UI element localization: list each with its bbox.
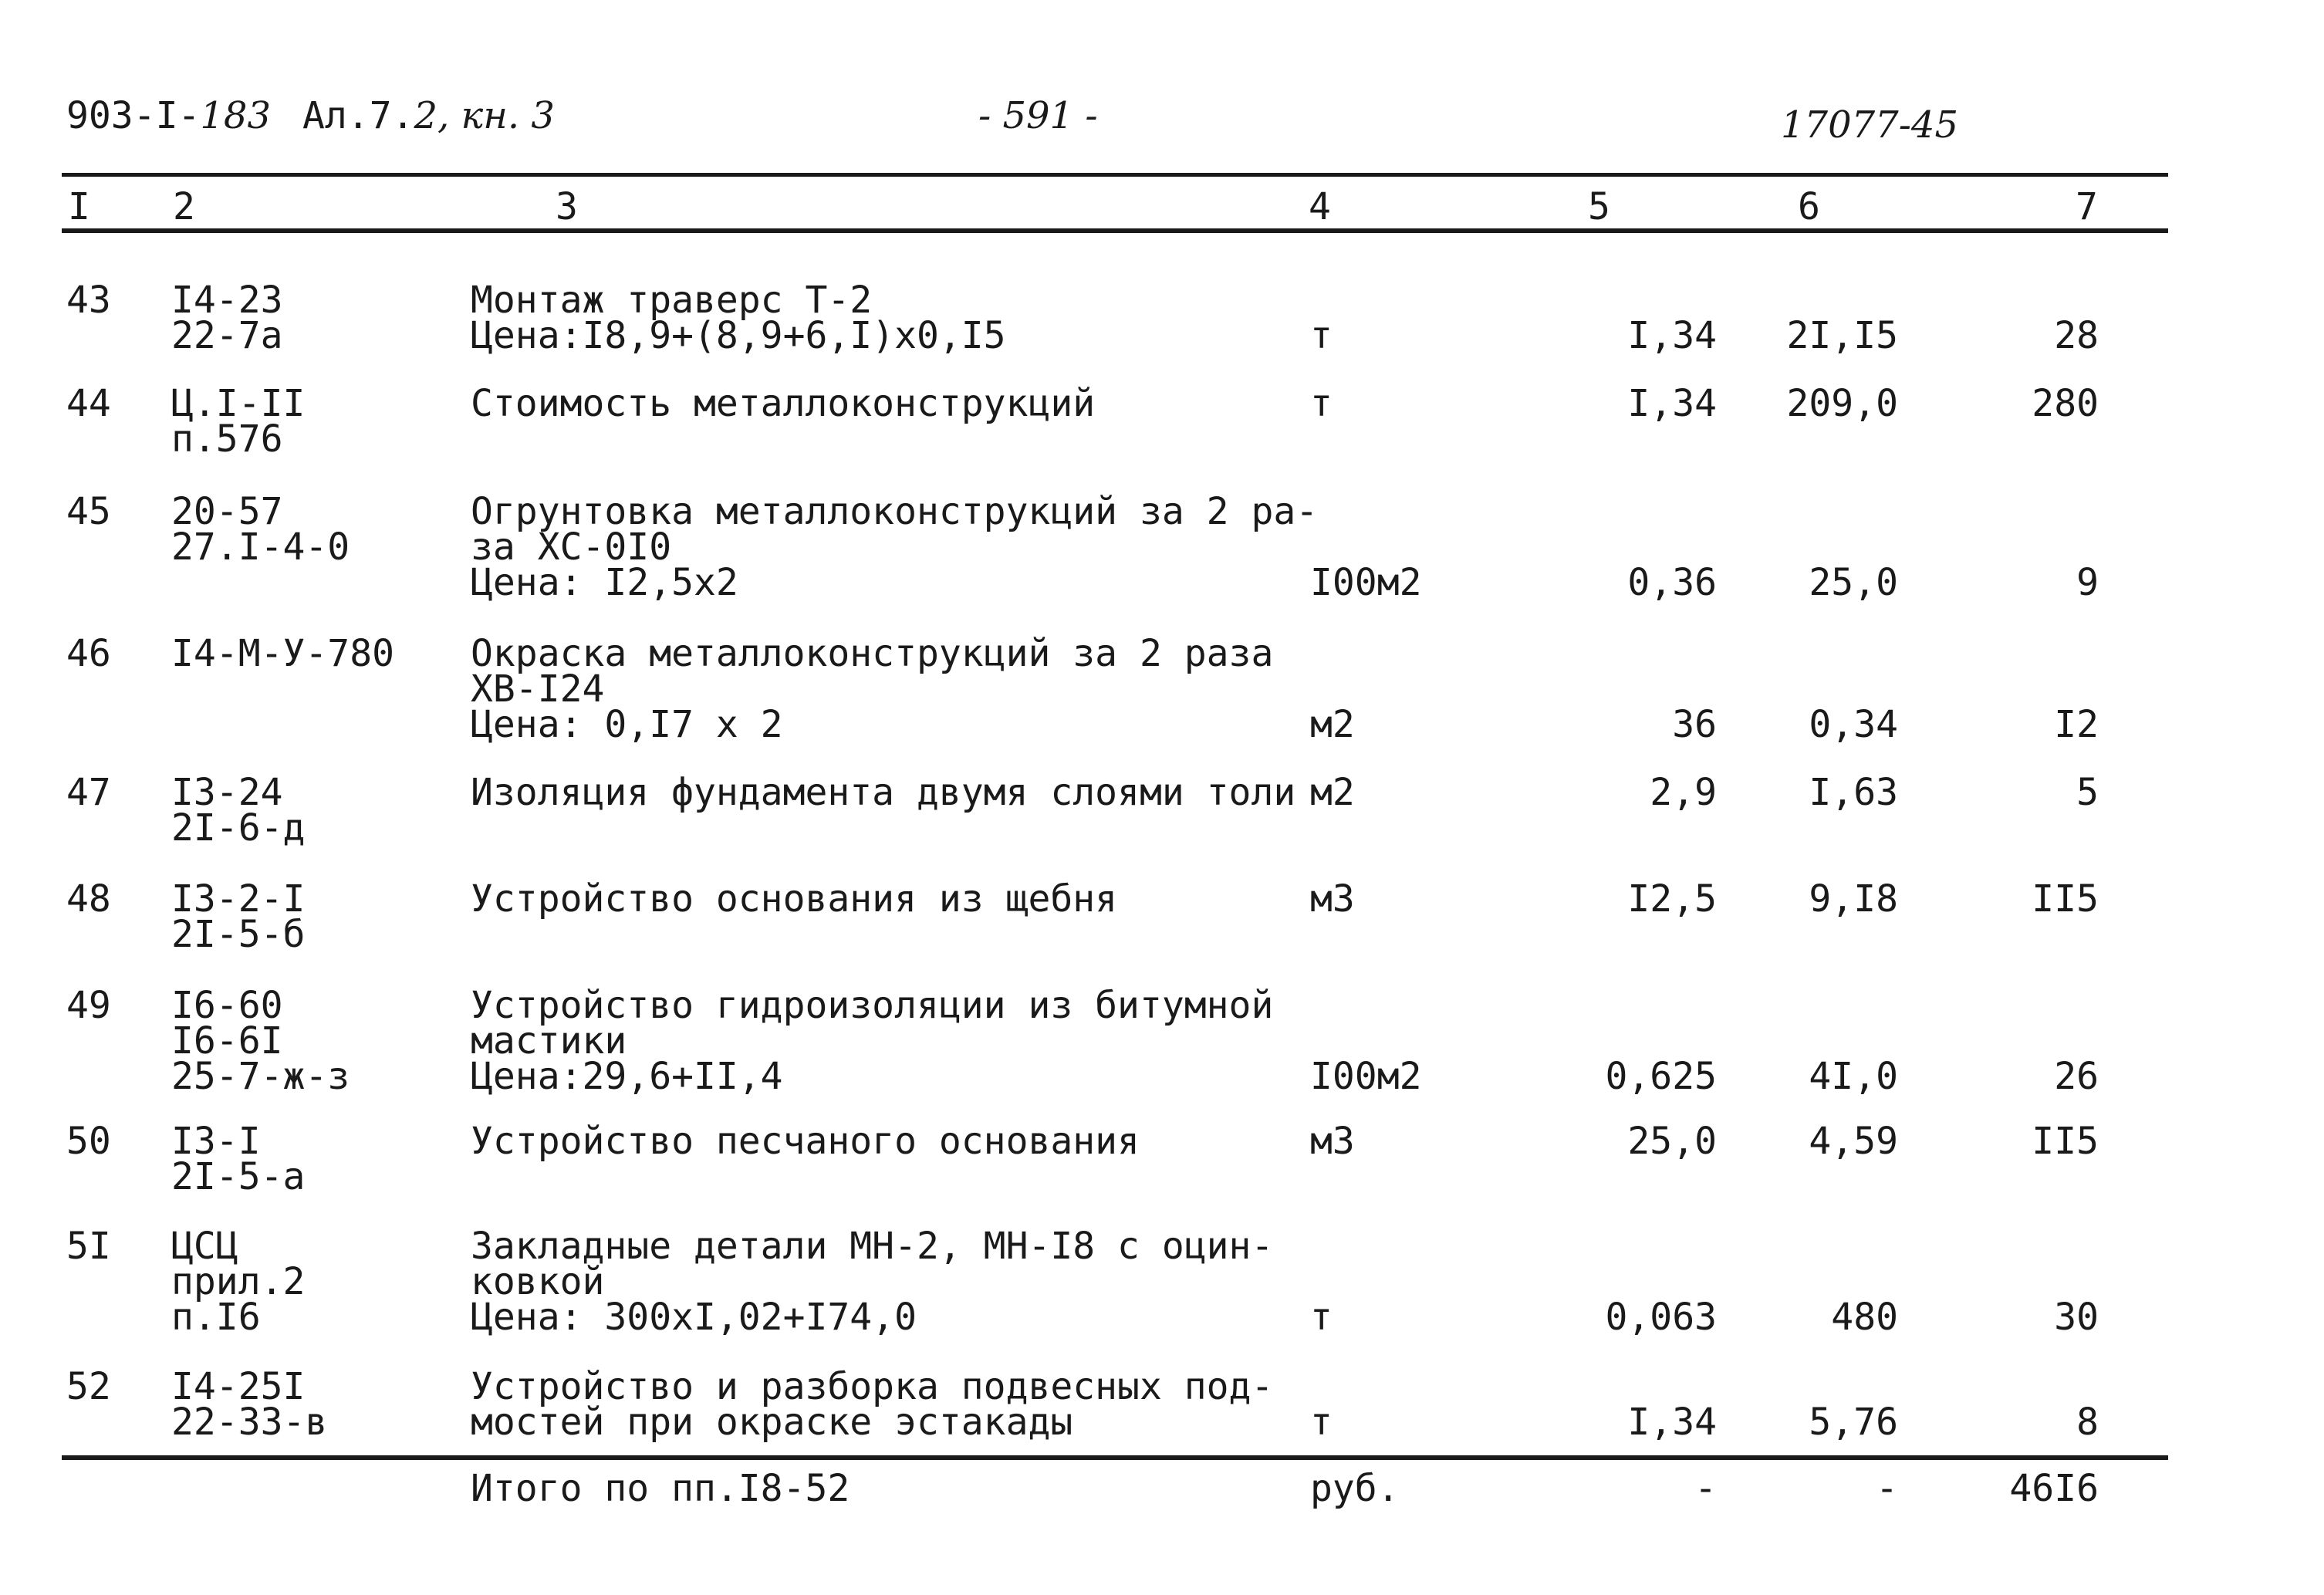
row-total: II5 [2032, 1120, 2099, 1163]
document-number: 17077-45 [1781, 103, 1958, 147]
row-code-line: I6-6I [171, 1019, 283, 1063]
header-top-rule [62, 173, 2168, 177]
row-code [171, 1120, 306, 1198]
row-unit-price: 25,0 [1809, 561, 1898, 604]
row-unit-price: I,63 [1809, 771, 1898, 814]
row-quantity: 0,36 [1627, 561, 1717, 604]
row-total: 5 [2076, 771, 2099, 814]
row-description [471, 877, 1118, 921]
row-total: 9 [2076, 561, 2099, 604]
row-unit: м3 [1310, 877, 1355, 921]
row-total: 280 [2032, 382, 2099, 425]
total-sum: 46I6 [2009, 1467, 2099, 1510]
row-code [171, 490, 350, 569]
row-code-line: I3-2-I [171, 877, 306, 921]
document-code-handwritten: 183 [200, 94, 272, 137]
row-code [171, 1225, 306, 1339]
row-quantity: I,34 [1627, 314, 1717, 357]
header-bottom-rule [62, 228, 2168, 233]
album-label: Ал.7. [302, 94, 414, 137]
row-description-line: мастики [471, 1019, 627, 1063]
row-code-line: прил.2 [171, 1260, 306, 1303]
row-number: 44 [66, 382, 111, 425]
column-heading-7: 7 [2076, 185, 2098, 228]
row-total: 8 [2076, 1401, 2099, 1444]
column-heading-3: 3 [556, 185, 578, 228]
row-description-line: Цена: 300хI,02+I74,0 [471, 1296, 917, 1339]
row-code-line: 27.I-4-0 [171, 525, 350, 569]
row-code [171, 877, 306, 956]
row-code-line: 2I-5-б [171, 913, 306, 956]
total-qty: - [1694, 1467, 1717, 1510]
row-number: 47 [66, 771, 111, 814]
row-code-line: I4-М-У-780 [171, 632, 394, 675]
row-description-line: Закладные детали МН-2, МН-I8 с оцин- [471, 1225, 1274, 1268]
row-number: 45 [66, 490, 111, 533]
row-code-line: 2I-5-а [171, 1155, 306, 1198]
row-number: 46 [66, 632, 111, 675]
row-number: 49 [66, 984, 111, 1027]
total-label: Итого по пп.I8-52 [471, 1467, 850, 1510]
row-description [471, 279, 1006, 357]
row-description-line: Окраска металлоконструкций за 2 раза [471, 632, 1274, 675]
row-unit-price: 0,34 [1809, 703, 1898, 746]
column-heading-1: I [68, 185, 90, 228]
row-unit-price: 4,59 [1809, 1120, 1898, 1163]
row-code-line: ЦСЦ [171, 1225, 238, 1268]
row-total: II5 [2032, 877, 2099, 921]
total-unit: руб. [1310, 1467, 1400, 1510]
column-heading-2: 2 [173, 185, 195, 228]
row-quantity: 0,625 [1605, 1055, 1717, 1098]
row-total: 28 [2054, 314, 2099, 357]
row-unit-price: 5,76 [1809, 1401, 1898, 1444]
row-number: 48 [66, 877, 111, 921]
row-description-line: Устройство основания из щебня [471, 877, 1118, 921]
row-code-line: 20-57 [171, 490, 283, 533]
row-quantity: 25,0 [1627, 1120, 1717, 1163]
row-total: I2 [2054, 703, 2099, 746]
row-unit-price: 4I,0 [1809, 1055, 1898, 1098]
row-code-line: I4-25I [171, 1365, 306, 1408]
row-code-line: I3-I [171, 1120, 261, 1163]
row-description [471, 1365, 1274, 1444]
row-code [171, 771, 306, 850]
row-quantity: I,34 [1627, 1401, 1717, 1444]
document-code [66, 93, 271, 139]
total-price: - [1876, 1467, 1898, 1510]
row-description-line: Устройство и разборка подвесных под- [471, 1365, 1274, 1408]
row-number: 52 [66, 1365, 111, 1408]
row-description [471, 984, 1274, 1098]
row-description [471, 382, 1096, 425]
row-description [471, 1225, 1274, 1339]
row-unit: I00м2 [1310, 561, 1422, 604]
document-code-prefix: 903-I- [66, 94, 201, 137]
row-code-line: п.576 [171, 417, 283, 461]
row-unit: I00м2 [1310, 1055, 1422, 1098]
row-unit-price: 209,0 [1786, 382, 1898, 425]
row-description [471, 771, 1296, 814]
row-number: 50 [66, 1120, 111, 1163]
row-code-line: 22-33-в [171, 1401, 328, 1444]
row-description [471, 632, 1274, 746]
row-description-line: ковкой [471, 1260, 605, 1303]
row-code-line: I6-60 [171, 984, 283, 1027]
row-description [471, 490, 1319, 604]
row-description-line: Изоляция фундамента двумя слоями толи [471, 771, 1296, 814]
row-code-line: п.I6 [171, 1296, 261, 1339]
row-unit: м2 [1310, 771, 1355, 814]
row-description-line: ХВ-I24 [471, 667, 605, 711]
row-description-line: Огрунтовка металлоконструкций за 2 ра- [471, 490, 1319, 533]
row-code [171, 632, 394, 675]
row-code [171, 1365, 328, 1444]
column-heading-6: 6 [1798, 185, 1820, 228]
row-code-line: I4-23 [171, 279, 283, 322]
row-unit: т [1310, 1296, 1333, 1339]
row-code-line: 22-7а [171, 314, 283, 357]
row-unit: т [1310, 314, 1333, 357]
row-total: 30 [2054, 1296, 2099, 1339]
row-unit: т [1310, 1401, 1333, 1444]
row-description-line: Цена:29,6+II,4 [471, 1055, 783, 1098]
row-description-line: мостей при окраске эстакады [471, 1401, 1073, 1444]
row-unit-price: 2I,I5 [1786, 314, 1898, 357]
row-quantity: I,34 [1627, 382, 1717, 425]
row-description-line: Устройство песчаного основания [471, 1120, 1140, 1163]
row-number: 43 [66, 279, 111, 322]
row-unit: т [1310, 382, 1333, 425]
row-description [471, 1120, 1140, 1163]
page-number: - 591 - [978, 94, 1098, 137]
row-code-line: 25-7-ж-з [171, 1055, 350, 1098]
row-code [171, 279, 283, 357]
row-code [171, 984, 350, 1098]
column-heading-4: 4 [1309, 185, 1331, 228]
album-reference [302, 93, 555, 139]
row-code-line: I3-24 [171, 771, 283, 814]
total-rule [62, 1455, 2168, 1460]
row-total: 26 [2054, 1055, 2099, 1098]
row-description-line: Монтаж траверс Т-2 [471, 279, 873, 322]
row-code-line: 2I-6-д [171, 806, 306, 850]
row-description-line: за ХС-0I0 [471, 525, 672, 569]
row-description-line: Цена: 0,I7 х 2 [471, 703, 783, 746]
row-description-line: Устройство гидроизоляции из битумной [471, 984, 1274, 1027]
album-handwritten: 2, кн. 3 [414, 94, 555, 137]
column-heading-5: 5 [1588, 185, 1610, 228]
row-unit-price: 9,I8 [1809, 877, 1898, 921]
row-quantity: 36 [1672, 703, 1717, 746]
row-code [171, 382, 306, 461]
row-quantity: 2,9 [1650, 771, 1717, 814]
row-unit-price: 480 [1831, 1296, 1898, 1339]
row-number: 5I [66, 1225, 111, 1268]
row-description-line: Стоимость металлоконструкций [471, 382, 1096, 425]
row-quantity: I2,5 [1627, 877, 1717, 921]
row-quantity: 0,063 [1605, 1296, 1717, 1339]
row-description-line: Цена:I8,9+(8,9+6,I)х0,I5 [471, 314, 1006, 357]
row-unit: м2 [1310, 703, 1355, 746]
row-code-line: Ц.I-II [171, 382, 306, 425]
row-unit: м3 [1310, 1120, 1355, 1163]
row-description-line: Цена: I2,5х2 [471, 561, 738, 604]
